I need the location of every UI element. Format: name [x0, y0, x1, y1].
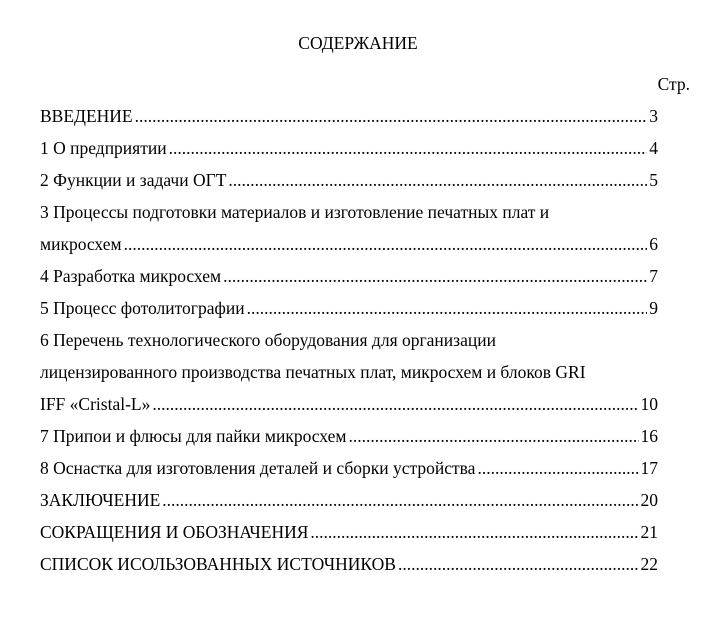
page-column-label: Стр. — [657, 74, 690, 94]
toc-dot-leader — [228, 169, 647, 191]
toc-page-number: 16 — [640, 426, 658, 446]
toc-entry-references[interactable] — [40, 553, 658, 575]
toc-page-number: 7 — [649, 266, 658, 286]
toc-entry-4[interactable] — [40, 265, 658, 287]
toc-dot-leader — [477, 457, 638, 479]
toc-entry-title: микросхем — [40, 234, 122, 254]
toc-entry-title: ЗАКЛЮЧЕНИЕ — [40, 490, 161, 510]
toc-dot-leader — [152, 393, 638, 415]
toc-dot-leader — [162, 489, 638, 511]
toc-entry-title: ВВЕДЕНИЕ — [40, 106, 133, 126]
toc-entry-title: 5 Процесс фотолитографии — [40, 298, 245, 318]
toc-entry-7[interactable] — [40, 425, 658, 447]
toc-entry-title: 7 Припои и флюсы для пайки микросхем — [40, 426, 347, 446]
toc-page-number: 22 — [640, 554, 658, 574]
toc-entry-title: 4 Разработка микросхем — [40, 266, 222, 286]
toc-page-number: 6 — [649, 234, 658, 254]
toc-entry-conclusion[interactable] — [40, 489, 658, 511]
toc-entry-title: 1 О предприятии — [40, 138, 167, 158]
toc-entry-abbreviations[interactable] — [40, 521, 658, 543]
page-title: СОДЕРЖАНИЕ — [298, 33, 418, 53]
toc-page-number: 9 — [649, 298, 658, 318]
toc-entry-5[interactable] — [40, 297, 658, 319]
toc-page-number: 5 — [649, 170, 658, 190]
toc-page-number: 21 — [640, 522, 658, 542]
toc-dot-leader — [169, 137, 648, 159]
toc-page-number: 4 — [649, 138, 658, 158]
toc-entry-2[interactable] — [40, 169, 658, 191]
toc-page-number: 20 — [640, 490, 658, 510]
toc-page-number: 17 — [640, 458, 658, 478]
toc-entry-title: СПИСОК ИСОЛЬЗОВАННЫХ ИСТОЧНИКОВ — [40, 554, 396, 574]
toc-page-number: 3 — [649, 106, 658, 126]
toc-entry-8[interactable] — [40, 457, 658, 479]
toc-entry-title: СОКРАЩЕНИЯ И ОБОЗНАЧЕНИЯ — [40, 522, 309, 542]
toc-dot-leader — [223, 265, 647, 287]
toc-dot-leader — [247, 297, 648, 319]
toc-dot-leader — [135, 105, 648, 127]
toc-entry-6-line-2: лицензированного производства печатных плат, микросхем и блоков GRI — [40, 362, 586, 382]
toc-entry-6[interactable] — [40, 393, 658, 415]
toc-entry-title: 2 Функции и задачи ОГТ — [40, 170, 227, 190]
toc-dot-leader — [398, 553, 639, 575]
toc-entry-6-line-1: 6 Перечень технологического оборудования для организации — [40, 330, 496, 350]
toc-entry-introduction[interactable] — [40, 105, 658, 127]
toc-dot-leader — [348, 425, 638, 447]
toc-dot-leader — [310, 521, 638, 543]
toc-entry-title: IFF «Cristal-L» — [40, 394, 151, 414]
toc-entry-1[interactable] — [40, 137, 658, 159]
toc-dot-leader — [124, 233, 648, 255]
toc-entry-title: 8 Оснастка для изготовления деталей и сборки устройства — [40, 458, 476, 478]
toc-entry-3[interactable] — [40, 233, 658, 255]
toc-page-number: 10 — [640, 394, 658, 414]
toc-entry-3-line-1: 3 Процессы подготовки материалов и изготовление печатных плат и — [40, 202, 550, 222]
